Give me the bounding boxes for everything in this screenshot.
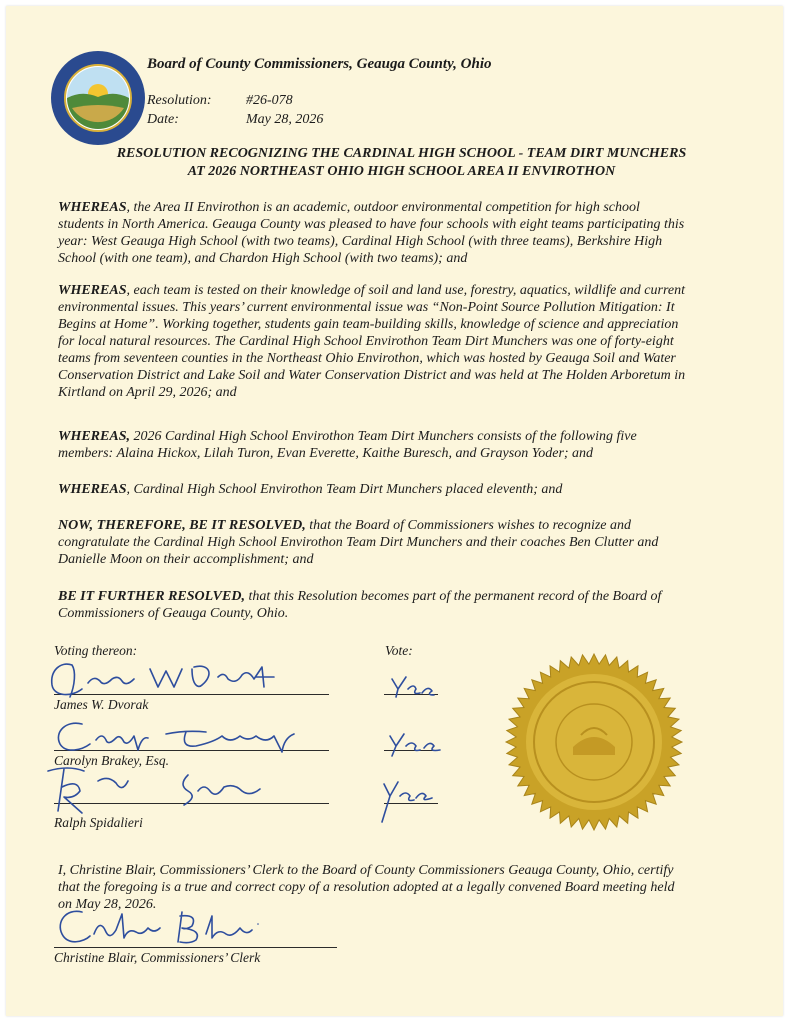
paragraph-line: School (with one team), and Chardon High School (with two teams); and: [58, 251, 468, 266]
paragraph-line: , each team is tested on their knowledge of soil and land use, forestry, aquatics, wildlife and current: [126, 283, 685, 298]
date-label: Date:: [147, 112, 179, 127]
board-name: Board of County Commissioners, Geauga County, Ohio: [147, 56, 492, 72]
paragraph-lead: WHEREAS,: [58, 429, 130, 444]
voting-label: Voting thereon:: [54, 643, 138, 658]
paragraph-line: year: West Geauga High School (with two teams), Cardinal High School (with three teams), Berkshire High: [58, 234, 663, 249]
paragraph-line: teams from seventeen counties in the Northeast Ohio Envirothon, which was hosted by Geauga Soil and Water: [58, 351, 676, 366]
voter-name: Carolyn Brakey, Esq.: [54, 753, 169, 768]
certification-line: I, Christine Blair, Commissioners’ Clerk to the Board of County Commissioners Geauga County, Ohio, certify: [58, 863, 674, 878]
signature-blair: [52, 904, 282, 954]
whereas-paragraph-4: [58, 481, 758, 498]
further-resolved-paragraph: [58, 588, 758, 622]
paragraph-line: Conservation District and Lake Soil and Water Conservation District and was held at The Holden Arboretum in: [58, 368, 686, 383]
resolution-number: #26-078: [246, 93, 293, 108]
certification-line: that the foregoing is a true and correct copy of a resolution adopted at a legally convened Board meeting held: [58, 880, 675, 895]
paragraph-line: Kirtland on April 29, 2026; and: [58, 385, 237, 400]
paragraph-line: , the Area II Envirothon is an academic, outdoor environmental competition for high school: [126, 200, 640, 215]
resolution-label: Resolution:: [147, 93, 212, 108]
resolved-paragraph: [58, 517, 758, 568]
vote-column-label: Vote:: [385, 643, 413, 658]
paragraph-line: congratulate the Cardinal High School Envirothon Team Dirt Munchers and their coaches Ben Clutter and: [58, 535, 659, 550]
paragraph-line: that this Resolution becomes part of the permanent record of the Board of: [244, 589, 662, 604]
paragraph-line: that the Board of Commissioners wishes to recognize and: [305, 518, 632, 533]
paragraph-line: for local natural resources. The Cardinal High School Envirothon Team Dirt Munchers was one of forty-eight: [58, 334, 674, 349]
voter-name: Ralph Spidalieri: [54, 815, 143, 830]
date-value: May 28, 2026: [246, 112, 324, 127]
paragraph-lead: WHEREAS: [58, 482, 127, 497]
paragraph-line: , Cardinal High School Envirothon Team Dirt Munchers placed eleventh; and: [126, 482, 563, 497]
signature-dvorak: [42, 651, 282, 706]
paragraph-lead: BE IT FURTHER RESOLVED,: [58, 589, 245, 604]
vote-mark-3: [378, 778, 442, 826]
vote-mark-2: [384, 726, 448, 760]
whereas-paragraph-2: [58, 282, 758, 401]
paragraph-lead: WHEREAS: [58, 283, 127, 298]
county-seal-logo: [50, 50, 146, 146]
clerk-name: Christine Blair, Commissioners’ Clerk: [54, 950, 261, 965]
resolution-title-line-2: AT 2026 NORTHEAST OHIO HIGH SCHOOL AREA II ENVIROTHON: [187, 164, 616, 179]
certification-line: on May 28, 2026.: [58, 897, 157, 912]
resolution-title-line-1: RESOLUTION RECOGNIZING THE CARDINAL HIGH SCHOOL - TEAM DIRT MUNCHERS: [116, 146, 687, 161]
paragraph-line: members: Alaina Hickox, Lilah Turon, Evan Everette, Kaithe Buresch, and Grayson Yoder; and: [58, 446, 594, 461]
paragraph-line: 2026 Cardinal High School Envirothon Team Dirt Munchers consists of the following five: [129, 429, 637, 444]
whereas-paragraph-1: [58, 199, 758, 267]
paragraph-lead: NOW, THEREFORE, BE IT RESOLVED,: [58, 518, 306, 533]
gold-seal-emblem: [503, 651, 685, 833]
paragraph-line: students in North America. Geauga County was pleased to have four schools with eight teams participating this: [58, 217, 685, 232]
signature-brakey: [46, 714, 316, 764]
paragraph-lead: WHEREAS: [58, 200, 127, 215]
paragraph-line: Begins at Home”. Working together, students gain team-building skills, knowledge of science and appreciation: [58, 317, 679, 332]
voter-name: James W. Dvorak: [54, 697, 149, 712]
vote-mark-1: [388, 671, 438, 699]
resolution-document: [6, 6, 783, 1016]
paragraph-line: Danielle Moon on their accomplishment; and: [58, 552, 314, 567]
signature-spidalieri: [38, 761, 278, 826]
whereas-paragraph-3: [58, 428, 758, 462]
paragraph-line: Commissioners of Geauga County, Ohio.: [58, 606, 289, 621]
paragraph-line: environmental issues. This years’ current environmental issue was “Non-Point Source Pollution Mitigation: It: [58, 300, 675, 315]
